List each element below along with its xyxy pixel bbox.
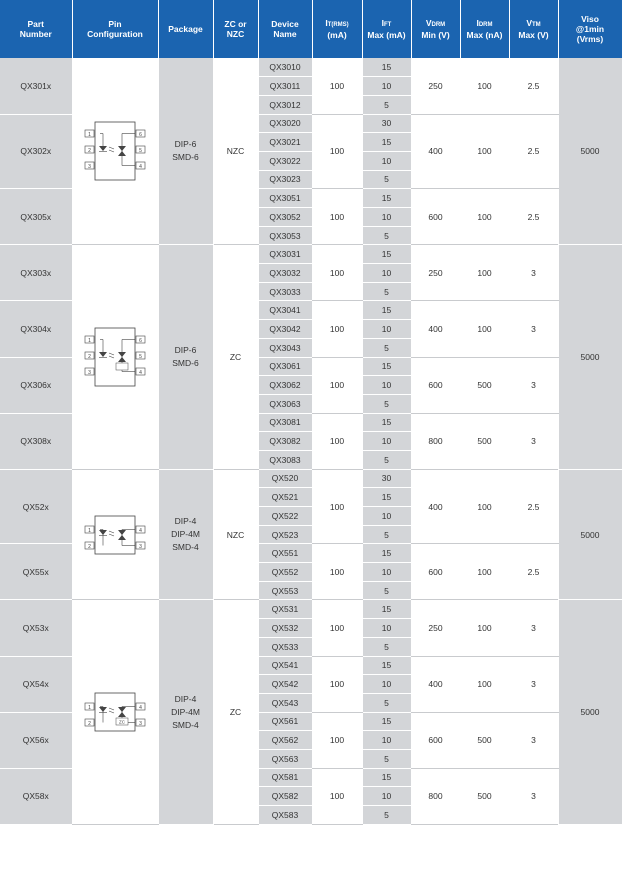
vtm-cell: 3 bbox=[509, 768, 558, 824]
header-zc-nzc: ZC or NZC bbox=[213, 0, 258, 58]
device-name-cell: QX581 bbox=[258, 768, 312, 787]
ift-cell: 5 bbox=[362, 525, 411, 544]
device-name-cell: QX3012 bbox=[258, 95, 312, 114]
vdrm-cell: 600 bbox=[411, 544, 460, 600]
ift-cell: 5 bbox=[362, 170, 411, 189]
package-type-label: DIP-4 bbox=[174, 516, 197, 527]
table-row bbox=[0, 600, 622, 619]
device-name-cell: QX3023 bbox=[258, 170, 312, 189]
vdrm-cell: 600 bbox=[411, 712, 460, 768]
ift-cell: 15 bbox=[362, 357, 411, 376]
header-idrm: IDRM Max (nA) bbox=[460, 0, 509, 58]
vtm-cell: 3 bbox=[509, 301, 558, 357]
header-vdrm: VDRM Min (V) bbox=[411, 0, 460, 58]
part-number-cell: QX52x bbox=[0, 469, 72, 544]
device-name-cell: QX553 bbox=[258, 581, 312, 600]
pin-number-label: 5 bbox=[139, 354, 142, 360]
ift-cell: 10 bbox=[362, 77, 411, 96]
zc-circuit-label: ZC bbox=[119, 719, 125, 725]
pin-number-label: 1 bbox=[88, 132, 91, 139]
part-number-cell: QX58x bbox=[0, 768, 72, 824]
idrm-cell: 500 bbox=[460, 768, 509, 824]
ift-cell: 5 bbox=[362, 338, 411, 357]
device-name-cell: QX543 bbox=[258, 693, 312, 712]
ift-cell: 5 bbox=[362, 95, 411, 114]
ift-cell: 15 bbox=[362, 488, 411, 507]
vtm-cell: 2.5 bbox=[509, 469, 558, 544]
idrm-cell: 500 bbox=[460, 357, 509, 413]
device-name-cell: QX583 bbox=[258, 806, 312, 825]
table-row bbox=[0, 469, 622, 488]
ift-cell: 10 bbox=[362, 376, 411, 395]
vtm-cell: 3 bbox=[509, 712, 558, 768]
vdrm-cell: 400 bbox=[411, 469, 460, 544]
vtm-cell: 2.5 bbox=[509, 58, 558, 114]
device-name-cell: QX3022 bbox=[258, 151, 312, 170]
ift-cell: 10 bbox=[362, 264, 411, 283]
pin-number-label: 2 bbox=[88, 543, 91, 550]
idrm-cell: 100 bbox=[460, 600, 509, 656]
ift-cell: 10 bbox=[362, 432, 411, 451]
device-name-cell: QX3020 bbox=[258, 114, 312, 133]
device-name-cell: QX542 bbox=[258, 675, 312, 694]
device-name-cell: QX3081 bbox=[258, 413, 312, 432]
ift-cell: 5 bbox=[362, 693, 411, 712]
pin-number-label: 4 bbox=[139, 164, 142, 171]
header-vtm: VTM Max (V) bbox=[509, 0, 558, 58]
pin-number-label: 4 bbox=[139, 705, 142, 712]
pin-number-label: 2 bbox=[88, 721, 91, 728]
viso-cell: 5000 bbox=[558, 58, 622, 245]
device-name-cell: QX3043 bbox=[258, 338, 312, 357]
package-type-label: DIP-4 bbox=[174, 693, 197, 704]
pin-number-label: 3 bbox=[88, 370, 91, 376]
device-name-cell: QX533 bbox=[258, 637, 312, 656]
ift-cell: 10 bbox=[362, 563, 411, 582]
header-pin-configuration: Pin Configuration bbox=[72, 0, 158, 58]
vdrm-cell: 400 bbox=[411, 656, 460, 712]
device-name-cell: QX3021 bbox=[258, 133, 312, 152]
part-number-cell: QX301x bbox=[0, 58, 72, 114]
ift-cell: 15 bbox=[362, 189, 411, 208]
zc-nzc-cell: ZC bbox=[213, 600, 258, 824]
part-number-cell: QX306x bbox=[0, 357, 72, 413]
it-rms-cell: 100 bbox=[312, 712, 362, 768]
ift-cell: 15 bbox=[362, 600, 411, 619]
ift-cell: 15 bbox=[362, 656, 411, 675]
pin-number-label: 5 bbox=[139, 148, 142, 155]
vdrm-cell: 600 bbox=[411, 189, 460, 245]
vtm-cell: 2.5 bbox=[509, 114, 558, 189]
pin-configuration-cell bbox=[72, 469, 158, 600]
device-name-cell: QX3052 bbox=[258, 208, 312, 227]
header-part-number: Part Number bbox=[0, 0, 72, 58]
ift-cell: 10 bbox=[362, 507, 411, 526]
device-name-cell: QX3010 bbox=[258, 58, 312, 77]
idrm-cell: 100 bbox=[460, 544, 509, 600]
device-name-cell: QX563 bbox=[258, 749, 312, 768]
header-row bbox=[0, 0, 622, 58]
pin-configuration-cell bbox=[72, 600, 158, 824]
idrm-cell: 100 bbox=[460, 656, 509, 712]
idrm-cell: 100 bbox=[460, 189, 509, 245]
part-number-cell: QX54x bbox=[0, 656, 72, 712]
header-viso: Viso @1min (Vrms) bbox=[558, 0, 622, 58]
it-rms-cell: 100 bbox=[312, 357, 362, 413]
device-name-cell: QX562 bbox=[258, 731, 312, 750]
part-number-cell: QX304x bbox=[0, 301, 72, 357]
it-rms-cell: 100 bbox=[312, 114, 362, 189]
vdrm-cell: 400 bbox=[411, 301, 460, 357]
ift-cell: 15 bbox=[362, 58, 411, 77]
idrm-cell: 100 bbox=[460, 114, 509, 189]
table-row bbox=[0, 58, 622, 77]
idrm-cell: 100 bbox=[460, 469, 509, 544]
pin-number-label: 2 bbox=[88, 148, 91, 155]
ift-cell: 10 bbox=[362, 320, 411, 339]
package-cell bbox=[158, 58, 213, 245]
device-name-cell: QX3061 bbox=[258, 357, 312, 376]
pin-number-label: 1 bbox=[88, 527, 91, 534]
viso-cell: 5000 bbox=[558, 469, 622, 600]
package-cell bbox=[158, 469, 213, 600]
part-number-cell: QX56x bbox=[0, 712, 72, 768]
package-cell bbox=[158, 600, 213, 824]
pin-number-label: 6 bbox=[139, 338, 142, 344]
ift-cell: 10 bbox=[362, 208, 411, 227]
table-body bbox=[0, 58, 622, 824]
device-name-cell: QX3041 bbox=[258, 301, 312, 320]
ift-cell: 10 bbox=[362, 675, 411, 694]
ift-cell: 5 bbox=[362, 581, 411, 600]
dip4-nzc-optocoupler-icon bbox=[83, 514, 147, 556]
device-name-cell: QX3053 bbox=[258, 226, 312, 245]
vdrm-cell: 250 bbox=[411, 245, 460, 301]
pin-number-label: 1 bbox=[88, 338, 91, 344]
it-rms-cell: 100 bbox=[312, 245, 362, 301]
ift-cell: 5 bbox=[362, 450, 411, 469]
it-rms-cell: 100 bbox=[312, 189, 362, 245]
device-name-cell: QX3033 bbox=[258, 282, 312, 301]
device-name-cell: QX3032 bbox=[258, 264, 312, 283]
pin-number-label: 3 bbox=[139, 721, 142, 728]
vdrm-cell: 800 bbox=[411, 768, 460, 824]
pin-number-label: 4 bbox=[139, 527, 142, 534]
vdrm-cell: 800 bbox=[411, 413, 460, 469]
pin-number-label: 1 bbox=[88, 705, 91, 712]
package-type-label: DIP-4M bbox=[171, 529, 200, 540]
pin-configuration-cell bbox=[72, 245, 158, 469]
header-ift: IFT Max (mA) bbox=[362, 0, 411, 58]
idrm-cell: 100 bbox=[460, 58, 509, 114]
ift-cell: 15 bbox=[362, 133, 411, 152]
device-name-cell: QX3062 bbox=[258, 376, 312, 395]
dip4-zc-optocoupler-icon bbox=[83, 691, 147, 733]
viso-cell: 5000 bbox=[558, 245, 622, 469]
device-name-cell: QX541 bbox=[258, 656, 312, 675]
dip6-zc-optocoupler-icon bbox=[83, 326, 147, 388]
part-number-cell: QX53x bbox=[0, 600, 72, 656]
vtm-cell: 3 bbox=[509, 357, 558, 413]
device-name-cell: QX3011 bbox=[258, 77, 312, 96]
device-name-cell: QX523 bbox=[258, 525, 312, 544]
idrm-cell: 100 bbox=[460, 301, 509, 357]
vtm-cell: 2.5 bbox=[509, 544, 558, 600]
ift-cell: 10 bbox=[362, 151, 411, 170]
it-rms-cell: 100 bbox=[312, 301, 362, 357]
package-type-label: DIP-4M bbox=[171, 706, 200, 717]
device-name-cell: QX521 bbox=[258, 488, 312, 507]
zc-nzc-cell: ZC bbox=[213, 245, 258, 469]
ift-cell: 10 bbox=[362, 619, 411, 638]
it-rms-cell: 100 bbox=[312, 544, 362, 600]
device-name-cell: QX561 bbox=[258, 712, 312, 731]
ift-cell: 15 bbox=[362, 712, 411, 731]
vtm-cell: 3 bbox=[509, 656, 558, 712]
header-package: Package bbox=[158, 0, 213, 58]
package-type-label: SMD-4 bbox=[172, 542, 199, 553]
vdrm-cell: 250 bbox=[411, 600, 460, 656]
vdrm-cell: 250 bbox=[411, 58, 460, 114]
device-name-cell: QX3082 bbox=[258, 432, 312, 451]
viso-cell: 5000 bbox=[558, 600, 622, 824]
ift-cell: 15 bbox=[362, 768, 411, 787]
table-row bbox=[0, 245, 622, 264]
it-rms-cell: 100 bbox=[312, 768, 362, 824]
ift-cell: 5 bbox=[362, 749, 411, 768]
ift-cell: 15 bbox=[362, 245, 411, 264]
vtm-cell: 2.5 bbox=[509, 189, 558, 245]
pin-configuration-cell bbox=[72, 58, 158, 245]
ift-cell: 5 bbox=[362, 394, 411, 413]
ift-cell: 30 bbox=[362, 114, 411, 133]
device-name-cell: QX3031 bbox=[258, 245, 312, 264]
device-name-cell: QX582 bbox=[258, 787, 312, 806]
it-rms-cell: 100 bbox=[312, 413, 362, 469]
pin-number-label: 6 bbox=[139, 132, 142, 139]
device-name-cell: QX551 bbox=[258, 544, 312, 563]
ift-cell: 15 bbox=[362, 413, 411, 432]
it-rms-cell: 100 bbox=[312, 600, 362, 656]
ift-cell: 5 bbox=[362, 637, 411, 656]
ift-cell: 5 bbox=[362, 282, 411, 301]
ift-cell: 15 bbox=[362, 544, 411, 563]
device-name-cell: QX520 bbox=[258, 469, 312, 488]
package-type-label: SMD-6 bbox=[172, 358, 199, 368]
header-it-rms: IT(RMS) (mA) bbox=[312, 0, 362, 58]
it-rms-cell: 100 bbox=[312, 469, 362, 544]
header-device-name: Device Name bbox=[258, 0, 312, 58]
vtm-cell: 3 bbox=[509, 413, 558, 469]
it-rms-cell: 100 bbox=[312, 58, 362, 114]
it-rms-cell: 100 bbox=[312, 656, 362, 712]
ift-cell: 10 bbox=[362, 787, 411, 806]
vdrm-cell: 600 bbox=[411, 357, 460, 413]
package-type-label: SMD-6 bbox=[172, 152, 199, 163]
idrm-cell: 100 bbox=[460, 245, 509, 301]
package-type-label: SMD-4 bbox=[172, 719, 199, 730]
package-type-label: DIP-6 bbox=[174, 139, 197, 150]
device-name-cell: QX3063 bbox=[258, 394, 312, 413]
part-number-cell: QX302x bbox=[0, 114, 72, 189]
device-name-cell: QX3083 bbox=[258, 450, 312, 469]
idrm-cell: 500 bbox=[460, 413, 509, 469]
device-name-cell: QX522 bbox=[258, 507, 312, 526]
zc-nzc-cell: NZC bbox=[213, 58, 258, 245]
vtm-cell: 3 bbox=[509, 245, 558, 301]
vdrm-cell: 400 bbox=[411, 114, 460, 189]
device-name-cell: QX3042 bbox=[258, 320, 312, 339]
package-cell bbox=[158, 245, 213, 469]
part-number-cell: QX308x bbox=[0, 413, 72, 469]
device-name-cell: QX3051 bbox=[258, 189, 312, 208]
pin-number-label: 3 bbox=[88, 164, 91, 171]
part-number-cell: QX303x bbox=[0, 245, 72, 301]
device-name-cell: QX532 bbox=[258, 619, 312, 638]
pin-number-label: 2 bbox=[88, 354, 91, 360]
device-name-cell: QX531 bbox=[258, 600, 312, 619]
dip6-nzc-optocoupler-icon bbox=[83, 120, 147, 182]
package-type-label: DIP-6 bbox=[174, 345, 197, 355]
ift-cell: 10 bbox=[362, 731, 411, 750]
zc-nzc-cell: NZC bbox=[213, 469, 258, 600]
pin-number-label: 4 bbox=[139, 370, 142, 376]
ift-cell: 5 bbox=[362, 806, 411, 825]
ift-cell: 15 bbox=[362, 301, 411, 320]
pin-number-label: 3 bbox=[139, 543, 142, 550]
idrm-cell: 500 bbox=[460, 712, 509, 768]
vtm-cell: 3 bbox=[509, 600, 558, 656]
device-name-cell: QX552 bbox=[258, 563, 312, 582]
ift-cell: 30 bbox=[362, 469, 411, 488]
ift-cell: 5 bbox=[362, 226, 411, 245]
part-number-cell: QX55x bbox=[0, 544, 72, 600]
part-number-cell: QX305x bbox=[0, 189, 72, 245]
